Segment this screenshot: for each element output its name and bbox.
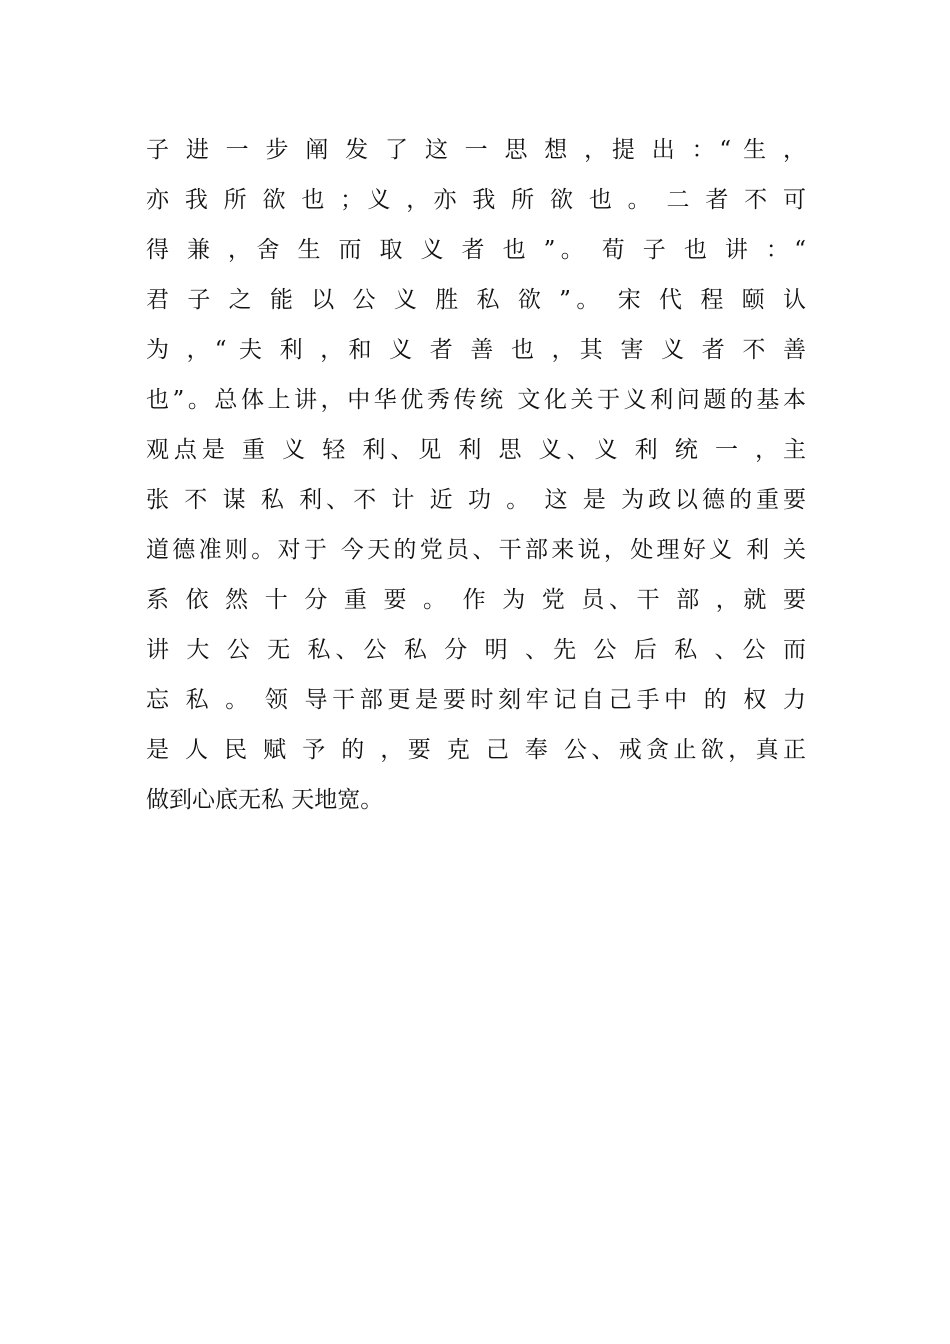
text-line: 道德准则。对于 今天的党员、干部来说，处理好义 利 关: [146, 537, 806, 563]
text-line: 观点是 重 义 轻 利、见 利 思 义、义 利 统 一 ，主: [146, 437, 806, 463]
text-line: 君 子 之 能 以 公 义 胜 私 欲 ”。 宋 代 程 颐 认: [146, 287, 806, 313]
body-paragraph: [146, 128, 806, 828]
text-line: 是 人 民 赋 予 的 ，要 克 己 奉 公、戒贪止欲，真正: [146, 737, 806, 763]
text-line: 系 依 然 十 分 重 要 。 作 为 党 员、干 部 ，就 要: [146, 587, 806, 613]
text-line: 子 进 一 步 阐 发 了 这 一 思 想 ，提 出 ：“ 生 ，: [146, 137, 806, 163]
text-line: 亦 我 所 欲 也 ；义 ，亦 我 所 欲 也 。 二 者 不 可: [146, 187, 806, 213]
text-line: 张 不 谋 私 利、不 计 近 功 。 这 是 为政以德的重要: [146, 487, 806, 513]
text-line: 为 ，“ 夫 利 ，和 义 者 善 也 ，其 害 义 者 不 善: [146, 337, 806, 363]
text-line: 得 兼 ，舍 生 而 取 义 者 也 ”。 荀 子 也 讲 ：“: [146, 237, 806, 263]
text-line-last: 做到心底无私 天地宽。: [146, 787, 384, 813]
text-line: 讲 大 公 无 私、公 私 分 明 、先 公 后 私 、公 而: [146, 637, 806, 663]
text-line: 忘 私 。 领 导干部更是要时刻牢记自己手中 的 权 力: [146, 687, 806, 713]
text-line: 也”。总体上讲，中华优秀传统 文化关于义利问题的基本: [146, 387, 806, 413]
